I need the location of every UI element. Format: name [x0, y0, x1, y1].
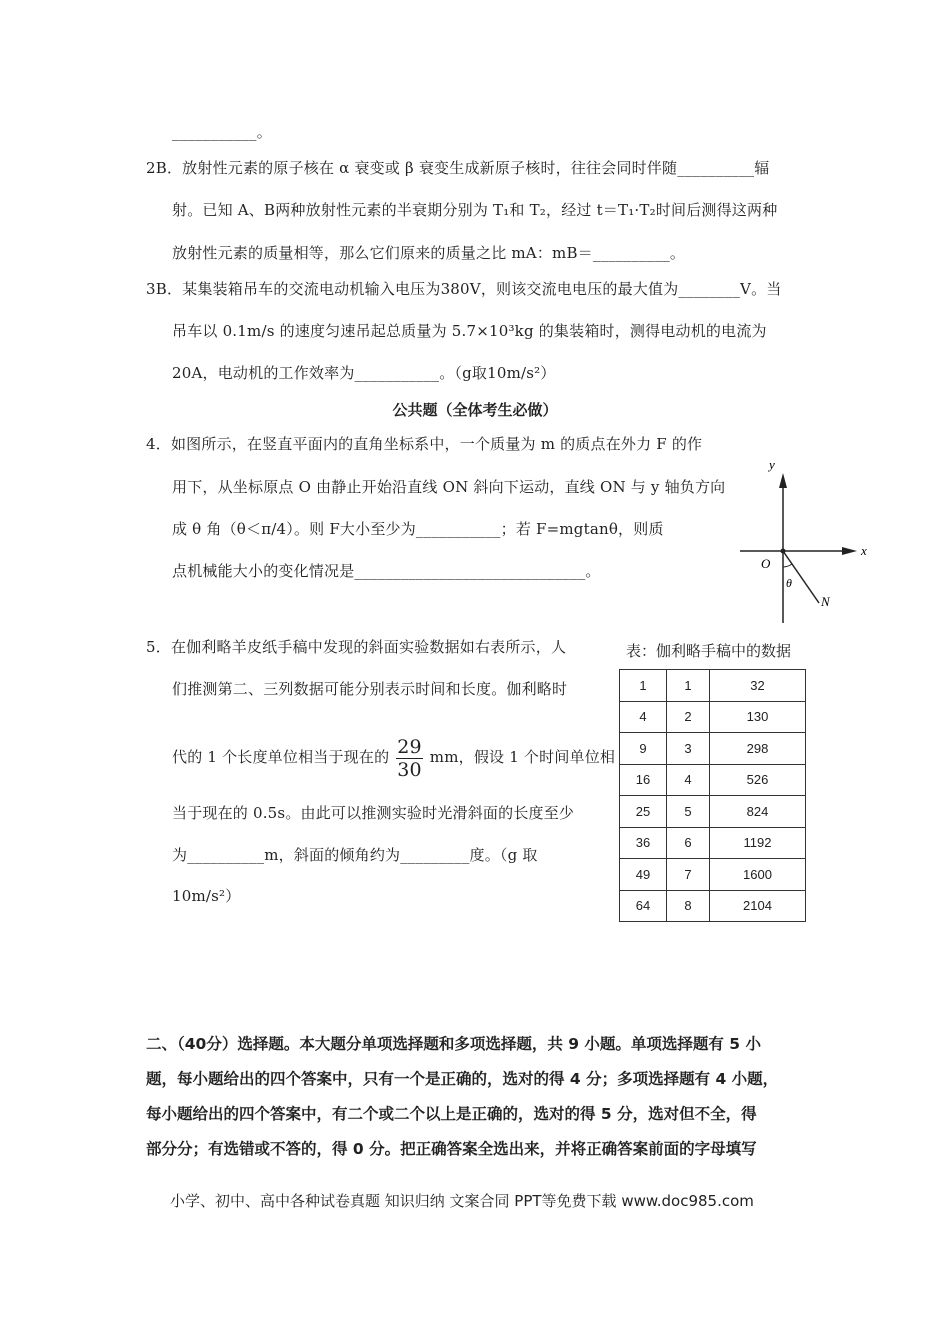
fraction-numerator: 29 — [397, 735, 422, 758]
origin-dot — [781, 549, 786, 554]
question-3b-line-2: 吊车以 0.1m/s 的速度匀速吊起总质量为 5.7×10³kg 的集装箱时，测得电动机的电流为 — [172, 322, 767, 340]
table-cell: 25 — [620, 796, 667, 828]
question-4-line-2: 用下，从坐标原点 O 由静止开始沿直线 ON 斜向下运动，直线 ON 与 y 轴负方向 — [172, 478, 726, 496]
table-row — [620, 796, 806, 828]
question-2b-line-3: 放射性元素的质量相等，那么它们原来的质量之比 mA：mB＝__________。 — [172, 244, 686, 262]
y-label: y — [769, 457, 775, 472]
answer-blank-line: ___________。 — [172, 123, 272, 141]
galileo-data-table — [619, 669, 806, 922]
question-5-line-3-prefix: 代的 1 个长度单位相当于现在的 — [172, 748, 390, 766]
question-5-line-2: 们推测第二、三列数据可能分别表示时间和长度。伽利略时 — [172, 680, 568, 698]
table-cell: 49 — [620, 859, 667, 891]
question-5-line-4: 当于现在的 0.5s。由此可以推测实验时光滑斜面的长度至少 — [172, 804, 575, 822]
angle-arc — [783, 564, 792, 567]
y-arrow-icon — [779, 473, 787, 488]
table-cell: 4 — [620, 701, 667, 733]
table-row — [620, 733, 806, 765]
fraction-29-30 — [396, 736, 423, 781]
question-5-line-1: 5．在伽利略羊皮纸手稿中发现的斜面实验数据如右表所示，人 — [146, 638, 567, 656]
table-cell: 1 — [620, 670, 667, 702]
question-5-line-6: 10m/s²） — [172, 887, 241, 905]
table-cell: 298 — [710, 733, 806, 765]
section-2-line-2: 题，每小题给出的四个答案中，只有一个是正确的，选对的得 4 分；多项选择题有 4 小题， — [146, 1070, 779, 1088]
x-label: x — [861, 543, 867, 558]
question-2b-line-2: 射。已知 A、B两种放射性元素的半衰期分别为 T₁和 T₂，经过 t＝T₁·T₂时间后测得这两种 — [172, 201, 778, 219]
table-cell: 1 — [667, 670, 710, 702]
table-cell: 3 — [667, 733, 710, 765]
origin-label: O — [761, 556, 771, 571]
table-cell: 6 — [667, 827, 710, 859]
table-row — [620, 670, 806, 702]
fraction-denominator: 30 — [397, 758, 422, 781]
table-cell: 36 — [620, 827, 667, 859]
table-cell: 32 — [710, 670, 806, 702]
footer-download-text: 小学、初中、高中各种试卷真题 知识归纳 文案合同 PPT等免费下载 www.doc985.com — [170, 1192, 754, 1210]
table-row — [620, 859, 806, 891]
table-cell: 526 — [710, 764, 806, 796]
question-4-line-3: 成 θ 角（θ＜π/4）。则 F大小至少为___________；若 F=mgtanθ，则质 — [172, 520, 664, 538]
question-3b-line-3: 20A，电动机的工作效率为___________。（g取10m/s²） — [172, 364, 556, 382]
question-4-line-1: 4．如图所示，在竖直平面内的直角坐标系中，一个质量为 m 的质点在外力 F 的作 — [146, 435, 703, 453]
table-cell: 824 — [710, 796, 806, 828]
table-cell: 16 — [620, 764, 667, 796]
question-4-line-4: 点机械能大小的变化情况是______________________________。 — [172, 562, 601, 580]
table-cell: 5 — [667, 796, 710, 828]
line-n-label: N — [821, 594, 830, 609]
table-cell: 1600 — [710, 859, 806, 891]
table-row — [620, 827, 806, 859]
table-cell: 8 — [667, 890, 710, 922]
table-cell: 9 — [620, 733, 667, 765]
section-2-line-1: 二、（40分）选择题。本大题分单项选择题和多项选择题，共 9 小题。单项选择题有 5 小 — [146, 1035, 761, 1053]
question-2b-line-1: 2B．放射性元素的原子核在 α 衰变或 β 衰变生成新原子核时，往往会同时伴随__________辐 — [146, 159, 770, 177]
table-cell: 7 — [667, 859, 710, 891]
section-2-line-3: 每小题给出的四个答案中，有二个或二个以上是正确的，选对的得 5 分，选对但不全，得 — [146, 1105, 757, 1123]
table-cell: 2104 — [710, 890, 806, 922]
coordinate-diagram — [735, 455, 865, 625]
table-cell: 64 — [620, 890, 667, 922]
table-caption: 表：伽利略手稿中的数据 — [626, 642, 792, 660]
table-cell: 2 — [667, 701, 710, 733]
table-row — [620, 701, 806, 733]
question-5-line-3 — [172, 733, 615, 781]
section-2-line-4: 部分分；有选错或不答的，得 0 分。把正确答案全选出来，并将正确答案前面的字母填写 — [146, 1140, 757, 1158]
table-cell: 1192 — [710, 827, 806, 859]
question-5-line-3-suffix: mm，假设 1 个时间单位相 — [429, 748, 616, 766]
table-row — [620, 764, 806, 796]
table-row — [620, 890, 806, 922]
question-5-line-5: 为__________m，斜面的倾角约为_________度。（g 取 — [172, 846, 538, 864]
angle-label: θ — [786, 576, 792, 590]
table-cell: 4 — [667, 764, 710, 796]
table-cell: 130 — [710, 701, 806, 733]
section-heading-common: 公共题（全体考生必做） — [392, 401, 558, 419]
x-arrow-icon — [842, 547, 857, 555]
question-3b-line-1: 3B．某集装箱吊车的交流电动机输入电压为380V，则该交流电电压的最大值为________V。当 — [146, 280, 782, 298]
